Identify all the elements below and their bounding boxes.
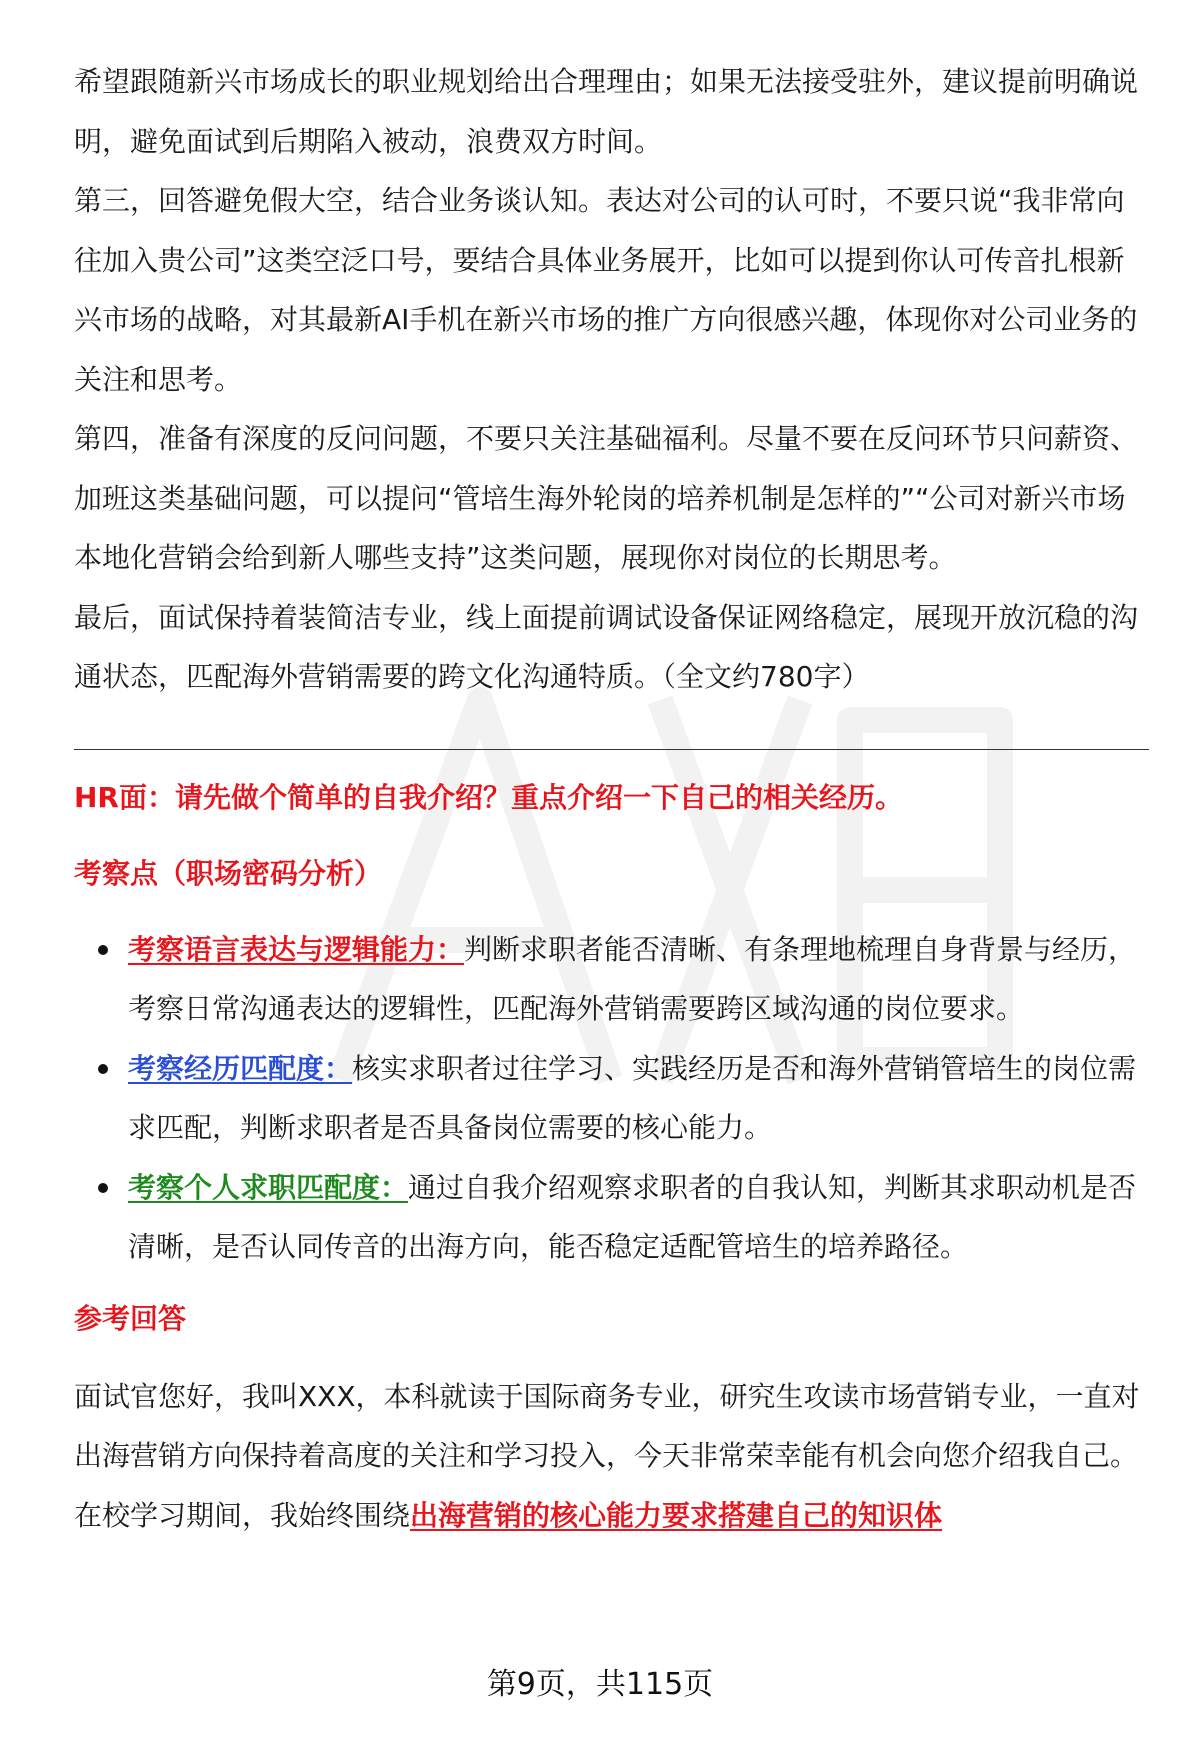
point-key: 考察经历匹配度： [128,1051,353,1085]
point-key: 考察语言表达与逻辑能力： [128,932,465,966]
page-content [74,52,1149,1545]
section-divider [74,749,1149,750]
point-text: 通过自我介绍观察求职者的自我认知，判断其求职动机是否清晰，是否认同传音的出海方向，能否稳定适配管培生的培养路径。 [128,1170,1137,1263]
answer-text: 面试官您好，我叫XXX，本科就读于国际商务专业，研究生攻读市场营销专业，一直对出海营销方向保持着高度的关注和学习投入，今天非常荣幸能有机会向您介绍我自己。在校学习期间，我始终围绕 [74,1379,1140,1532]
paragraph-1: 希望跟随新兴市场成长的职业规划给出合理理由；如果无法接受驻外，建议提前明确说明，避免面试到后期陷入被动，浪费双方时间。 [74,65,1139,158]
analysis-point [128,1158,1149,1277]
answer-highlight: 出海营销的核心能力要求搭建自己的知识体 [410,1498,943,1532]
answer-paragraph [74,1367,1149,1546]
analysis-points [74,920,1149,1277]
bullet-icon [98,1183,108,1193]
bullet-icon [98,945,108,955]
paragraph-4: 最后，面试保持着装简洁专业，线上面提前调试设备保证网络稳定，展现开放沉稳的沟通状态，匹配海外营销需要的跨文化沟通特质。（全文约780字） [74,600,1139,693]
point-text: 核实求职者过往学习、实践经历是否和海外营销管培生的岗位需求匹配，判断求职者是否具备岗位需要的核心能力。 [128,1051,1137,1144]
analysis-point [128,1039,1149,1158]
answer-heading: 参考回答 [74,1301,187,1335]
point-key: 考察个人求职匹配度： [128,1170,409,1204]
page-number: 第9页，共115页 [486,1667,714,1702]
bullet-icon [98,1064,108,1074]
paragraph-3: 第四，准备有深度的反问问题，不要只关注基础福利。尽量不要在反问环节只问薪资、加班这类基础问题，可以提问“管培生海外轮岗的培养机制是怎样的”“公司对新兴市场本地化营销会给到新人哪些支持”这类问题，展现你对岗位的长期思考。 [74,422,1139,574]
point-text: 判断求职者能否清晰、有条理地梳理自身背景与经历，考察日常沟通表达的逻辑性，匹配海外营销需要跨区域沟通的岗位要求。 [128,932,1137,1025]
paragraph-2: 第三，回答避免假大空，结合业务谈认知。表达对公司的认可时，不要只说“我非常向往加入贵公司”这类空泛口号，要结合具体业务展开，比如可以提到你认可传音扎根新兴市场的战略，对其最新AI手机在新兴市场的推广方向很感兴趣，体现你对公司业务的关注和思考。 [74,184,1138,396]
question-heading: HR面：请先做个简单的自我介绍？重点介绍一下自己的相关经历。 [74,780,903,814]
analysis-point [128,920,1149,1039]
analysis-heading: 考察点（职场密码分析） [74,856,383,890]
